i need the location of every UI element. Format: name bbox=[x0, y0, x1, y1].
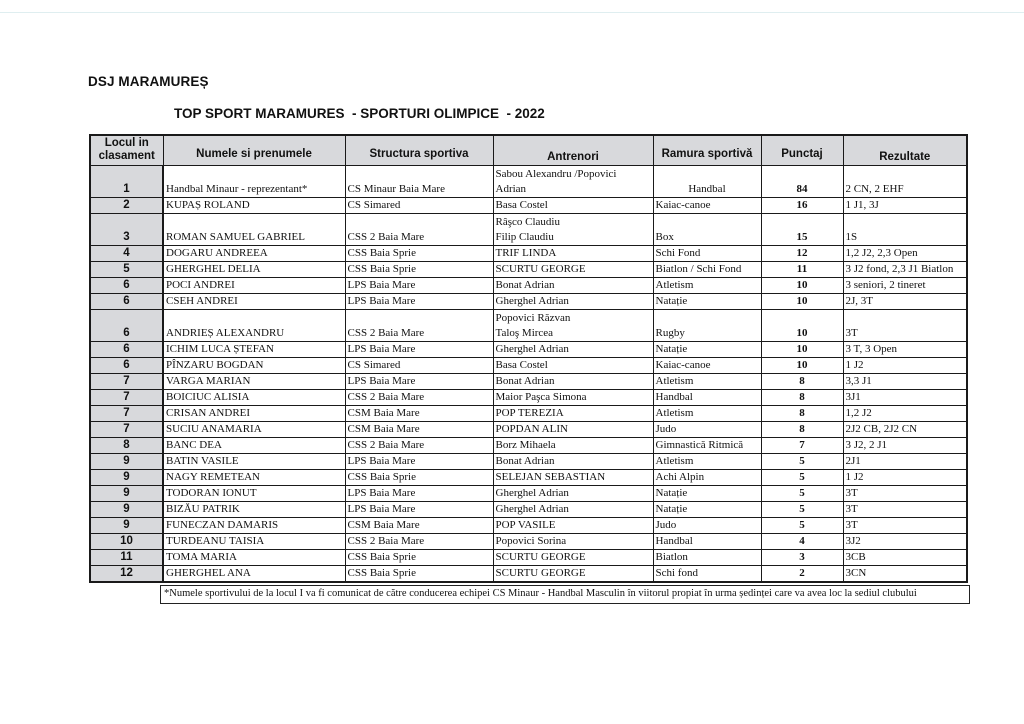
table-row bbox=[90, 533, 967, 549]
coaches-cell bbox=[493, 485, 653, 501]
points-cell: 11 bbox=[761, 261, 843, 277]
coaches-cell bbox=[493, 373, 653, 389]
sport-cell: Handbal bbox=[653, 165, 761, 197]
results-cell: 3T bbox=[843, 501, 967, 517]
name-cell: Handbal Minaur - reprezentant* bbox=[163, 165, 345, 197]
coaches-cell bbox=[493, 437, 653, 453]
sport-cell: Schi Fond bbox=[653, 245, 761, 261]
results-cell: 3J2 bbox=[843, 533, 967, 549]
points-cell: 10 bbox=[761, 341, 843, 357]
rank-cell: 7 bbox=[90, 389, 163, 405]
sport-cell: Rugby bbox=[653, 309, 761, 341]
club-cell: LPS Baia Mare bbox=[345, 485, 493, 501]
name-cell: DOGARU ANDREEA bbox=[163, 245, 345, 261]
coach-name: POPDAN ALIN bbox=[495, 422, 568, 435]
name-cell: BATIN VASILE bbox=[163, 453, 345, 469]
name-cell: TOMA MARIA bbox=[163, 549, 345, 565]
sport-cell: Box bbox=[653, 213, 761, 245]
table-row bbox=[90, 357, 967, 373]
rank-cell: 6 bbox=[90, 293, 163, 309]
rank-cell: 11 bbox=[90, 549, 163, 565]
club-cell: CSS 2 Baia Mare bbox=[345, 309, 493, 341]
name-cell: ROMAN SAMUEL GABRIEL bbox=[163, 213, 345, 245]
coaches-cell bbox=[493, 389, 653, 405]
coaches-cell bbox=[493, 213, 653, 245]
coach-name: Basa Costel bbox=[495, 198, 548, 211]
results-cell: 1 J2 bbox=[843, 357, 967, 373]
organization-name: DSJ MARAMUREȘ bbox=[88, 74, 209, 89]
club-cell: CSM Baia Mare bbox=[345, 517, 493, 533]
sport-cell: Achi Alpin bbox=[653, 469, 761, 485]
coaches-cell bbox=[493, 533, 653, 549]
column-header-sport: Ramura sportivă bbox=[653, 135, 761, 165]
coach-name: Sabou Alexandru /Popovici bbox=[495, 167, 617, 180]
sport-cell: Atletism bbox=[653, 277, 761, 293]
points-cell: 4 bbox=[761, 533, 843, 549]
coach-name: Borz Mihaela bbox=[495, 438, 556, 451]
points-cell: 8 bbox=[761, 421, 843, 437]
name-cell: CRISAN ANDREI bbox=[163, 405, 345, 421]
club-cell: LPS Baia Mare bbox=[345, 453, 493, 469]
coach-name: SCURTU GEORGE bbox=[495, 550, 586, 563]
coach-name: Bonat Adrian bbox=[495, 454, 555, 467]
points-cell: 2 bbox=[761, 565, 843, 582]
coaches-cell bbox=[493, 245, 653, 261]
document-title: TOP SPORT MARAMURES - SPORTURI OLIMPICE - 2022 bbox=[174, 106, 545, 121]
rank-cell: 10 bbox=[90, 533, 163, 549]
coach-name: SELEJAN SEBASTIAN bbox=[495, 470, 606, 483]
table-row bbox=[90, 421, 967, 437]
sport-cell: Natație bbox=[653, 341, 761, 357]
table-header-row bbox=[90, 135, 967, 165]
sport-cell: Handbal bbox=[653, 389, 761, 405]
coaches-cell bbox=[493, 293, 653, 309]
results-cell: 2J2 CB, 2J2 CN bbox=[843, 421, 967, 437]
name-cell: SUCIU ANAMARIA bbox=[163, 421, 345, 437]
club-cell: CS Minaur Baia Mare bbox=[345, 165, 493, 197]
coach-name: SCURTU GEORGE bbox=[495, 566, 586, 579]
table-row bbox=[90, 309, 967, 341]
coach-name: Gherghel Adrian bbox=[495, 294, 569, 307]
coach-name: Maior Paşca Simona bbox=[495, 390, 587, 403]
rank-cell: 6 bbox=[90, 341, 163, 357]
points-cell: 10 bbox=[761, 293, 843, 309]
points-cell: 8 bbox=[761, 373, 843, 389]
coach-name: Adrian bbox=[495, 182, 527, 195]
coaches-cell bbox=[493, 341, 653, 357]
rank-cell: 6 bbox=[90, 357, 163, 373]
coach-name: Basa Costel bbox=[495, 358, 548, 371]
results-cell: 3CN bbox=[843, 565, 967, 582]
name-cell: BOICIUC ALISIA bbox=[163, 389, 345, 405]
results-cell: 1 J1, 3J bbox=[843, 197, 967, 213]
table-row bbox=[90, 565, 967, 582]
coach-name: Bonat Adrian bbox=[495, 278, 555, 291]
name-cell: POCI ANDREI bbox=[163, 277, 345, 293]
table-row bbox=[90, 501, 967, 517]
coaches-cell bbox=[493, 469, 653, 485]
coach-name: Gherghel Adrian bbox=[495, 502, 569, 515]
points-cell: 10 bbox=[761, 277, 843, 293]
table-row bbox=[90, 485, 967, 501]
sport-cell: Natație bbox=[653, 485, 761, 501]
column-header-points: Punctaj bbox=[761, 135, 843, 165]
sport-cell: Handbal bbox=[653, 533, 761, 549]
club-cell: LPS Baia Mare bbox=[345, 501, 493, 517]
coaches-cell bbox=[493, 165, 653, 197]
coach-name: Bonat Adrian bbox=[495, 374, 555, 387]
sport-cell: Kaiac-canoe bbox=[653, 357, 761, 373]
results-cell: 3CB bbox=[843, 549, 967, 565]
points-cell: 15 bbox=[761, 213, 843, 245]
coach-name: Râşco Claudiu bbox=[495, 215, 560, 228]
coach-name: Filip Claudiu bbox=[495, 230, 554, 243]
table-row bbox=[90, 245, 967, 261]
points-cell: 5 bbox=[761, 485, 843, 501]
results-cell: 1S bbox=[843, 213, 967, 245]
footnote: *Numele sportivului de la locul I va fi comunicat de către conducerea echipei CS Minaur - Handbal Masculin în viitorul propiat în urma ședinței care va avea loc la sediul clubului bbox=[160, 585, 970, 604]
sport-cell: Natație bbox=[653, 501, 761, 517]
coaches-cell bbox=[493, 357, 653, 373]
name-cell: BANC DEA bbox=[163, 437, 345, 453]
sport-cell: Kaiac-canoe bbox=[653, 197, 761, 213]
club-cell: CSS Baia Sprie bbox=[345, 565, 493, 582]
points-cell: 7 bbox=[761, 437, 843, 453]
name-cell: FUNECZAN DAMARIS bbox=[163, 517, 345, 533]
sport-cell: Atletism bbox=[653, 373, 761, 389]
name-cell: TURDEANU TAISIA bbox=[163, 533, 345, 549]
sport-cell: Schi fond bbox=[653, 565, 761, 582]
results-cell: 3J1 bbox=[843, 389, 967, 405]
table-row bbox=[90, 293, 967, 309]
results-cell: 3 J2, 2 J1 bbox=[843, 437, 967, 453]
coaches-cell bbox=[493, 549, 653, 565]
column-header-results: Rezultate bbox=[843, 135, 967, 165]
rank-cell: 9 bbox=[90, 469, 163, 485]
coach-name: SCURTU GEORGE bbox=[495, 262, 586, 275]
column-header-name: Numele si prenumele bbox=[163, 135, 345, 165]
results-cell: 2J1 bbox=[843, 453, 967, 469]
results-cell: 3T bbox=[843, 485, 967, 501]
column-header-coaches: Antrenori bbox=[493, 135, 653, 165]
points-cell: 5 bbox=[761, 501, 843, 517]
club-cell: LPS Baia Mare bbox=[345, 373, 493, 389]
table-row bbox=[90, 341, 967, 357]
name-cell: PÎNZARU BOGDAN bbox=[163, 357, 345, 373]
club-cell: CSM Baia Mare bbox=[345, 421, 493, 437]
table-row bbox=[90, 437, 967, 453]
points-cell: 10 bbox=[761, 309, 843, 341]
coaches-cell bbox=[493, 501, 653, 517]
table-row bbox=[90, 517, 967, 533]
table-row bbox=[90, 453, 967, 469]
points-cell: 5 bbox=[761, 517, 843, 533]
club-cell: LPS Baia Mare bbox=[345, 277, 493, 293]
table-row bbox=[90, 389, 967, 405]
coaches-cell bbox=[493, 565, 653, 582]
sport-cell: Biatlon / Schi Fond bbox=[653, 261, 761, 277]
club-cell: CSM Baia Mare bbox=[345, 405, 493, 421]
results-cell: 3T bbox=[843, 309, 967, 341]
coach-name: POP TEREZIA bbox=[495, 406, 564, 419]
table-row bbox=[90, 549, 967, 565]
coaches-cell bbox=[493, 277, 653, 293]
rank-cell: 5 bbox=[90, 261, 163, 277]
name-cell: CSEH ANDREI bbox=[163, 293, 345, 309]
results-cell: 3T bbox=[843, 517, 967, 533]
sport-cell: Atletism bbox=[653, 453, 761, 469]
table-body bbox=[90, 165, 967, 582]
points-cell: 12 bbox=[761, 245, 843, 261]
rank-cell: 7 bbox=[90, 421, 163, 437]
sport-cell: Biatlon bbox=[653, 549, 761, 565]
rank-cell: 6 bbox=[90, 309, 163, 341]
club-cell: CSS 2 Baia Mare bbox=[345, 437, 493, 453]
points-cell: 3 bbox=[761, 549, 843, 565]
points-cell: 16 bbox=[761, 197, 843, 213]
table-row bbox=[90, 469, 967, 485]
results-cell: 3 seniori, 2 tineret bbox=[843, 277, 967, 293]
rank-cell: 7 bbox=[90, 373, 163, 389]
name-cell: BIZĂU PATRIK bbox=[163, 501, 345, 517]
rank-cell: 7 bbox=[90, 405, 163, 421]
coaches-cell bbox=[493, 197, 653, 213]
results-cell: 3,3 J1 bbox=[843, 373, 967, 389]
sport-cell: Atletism bbox=[653, 405, 761, 421]
coach-name: Gherghel Adrian bbox=[495, 342, 569, 355]
name-cell: ICHIM LUCA ȘTEFAN bbox=[163, 341, 345, 357]
table-row bbox=[90, 261, 967, 277]
rank-cell: 9 bbox=[90, 517, 163, 533]
coaches-cell bbox=[493, 309, 653, 341]
sport-cell: Natație bbox=[653, 293, 761, 309]
club-cell: CSS 2 Baia Mare bbox=[345, 389, 493, 405]
table-row bbox=[90, 213, 967, 245]
sport-cell: Judo bbox=[653, 421, 761, 437]
coaches-cell bbox=[493, 453, 653, 469]
rank-cell: 6 bbox=[90, 277, 163, 293]
club-cell: CSS Baia Sprie bbox=[345, 469, 493, 485]
results-cell: 3 J2 fond, 2,3 J1 Biatlon bbox=[843, 261, 967, 277]
results-cell: 1 J2 bbox=[843, 469, 967, 485]
rank-cell: 3 bbox=[90, 213, 163, 245]
name-cell: VARGA MARIAN bbox=[163, 373, 345, 389]
club-cell: CS Simared bbox=[345, 197, 493, 213]
points-cell: 8 bbox=[761, 405, 843, 421]
rank-cell: 9 bbox=[90, 485, 163, 501]
table-row bbox=[90, 165, 967, 197]
name-cell: NAGY REMETEAN bbox=[163, 469, 345, 485]
coaches-cell bbox=[493, 405, 653, 421]
column-header-rank-line1: Locul in bbox=[104, 136, 149, 149]
table-row bbox=[90, 405, 967, 421]
ranking-table bbox=[89, 134, 968, 583]
scan-edge-line bbox=[0, 12, 1024, 13]
rank-cell: 1 bbox=[90, 165, 163, 197]
name-cell: GHERGHEL ANA bbox=[163, 565, 345, 582]
coaches-cell bbox=[493, 421, 653, 437]
club-cell: CSS 2 Baia Mare bbox=[345, 213, 493, 245]
sport-cell: Judo bbox=[653, 517, 761, 533]
results-cell: 1,2 J2, 2,3 Open bbox=[843, 245, 967, 261]
rank-cell: 2 bbox=[90, 197, 163, 213]
points-cell: 84 bbox=[761, 165, 843, 197]
points-cell: 8 bbox=[761, 389, 843, 405]
rank-cell: 9 bbox=[90, 501, 163, 517]
column-header-rank-line2: clasament bbox=[98, 149, 155, 162]
points-cell: 10 bbox=[761, 357, 843, 373]
table-row bbox=[90, 197, 967, 213]
club-cell: CSS Baia Sprie bbox=[345, 261, 493, 277]
results-cell: 2J, 3T bbox=[843, 293, 967, 309]
rank-cell: 9 bbox=[90, 453, 163, 469]
club-cell: CSS Baia Sprie bbox=[345, 245, 493, 261]
sport-cell: Gimnastică Ritmică bbox=[653, 437, 761, 453]
points-cell: 5 bbox=[761, 469, 843, 485]
club-cell: CSS Baia Sprie bbox=[345, 549, 493, 565]
results-cell: 2 CN, 2 EHF bbox=[843, 165, 967, 197]
name-cell: TODORAN IONUT bbox=[163, 485, 345, 501]
name-cell: ANDRIEȘ ALEXANDRU bbox=[163, 309, 345, 341]
coach-name: Taloş Mircea bbox=[495, 326, 554, 339]
table-row bbox=[90, 373, 967, 389]
coach-name: Gherghel Adrian bbox=[495, 486, 569, 499]
name-cell: GHERGHEL DELIA bbox=[163, 261, 345, 277]
name-cell: KUPAȘ ROLAND bbox=[163, 197, 345, 213]
points-cell: 5 bbox=[761, 453, 843, 469]
table-row bbox=[90, 277, 967, 293]
results-cell: 1,2 J2 bbox=[843, 405, 967, 421]
coach-name: TRIF LINDA bbox=[495, 246, 557, 259]
rank-cell: 4 bbox=[90, 245, 163, 261]
coaches-cell bbox=[493, 517, 653, 533]
coach-name: Popovici Sorina bbox=[495, 534, 567, 547]
coach-name: Popovici Răzvan bbox=[495, 311, 571, 324]
rank-cell: 12 bbox=[90, 565, 163, 582]
club-cell: CS Simared bbox=[345, 357, 493, 373]
results-cell: 3 T, 3 Open bbox=[843, 341, 967, 357]
column-header-club: Structura sportiva bbox=[345, 135, 493, 165]
column-header-rank bbox=[90, 135, 163, 165]
coaches-cell bbox=[493, 261, 653, 277]
club-cell: LPS Baia Mare bbox=[345, 293, 493, 309]
coach-name: POP VASILE bbox=[495, 518, 556, 531]
club-cell: CSS 2 Baia Mare bbox=[345, 533, 493, 549]
club-cell: LPS Baia Mare bbox=[345, 341, 493, 357]
rank-cell: 8 bbox=[90, 437, 163, 453]
